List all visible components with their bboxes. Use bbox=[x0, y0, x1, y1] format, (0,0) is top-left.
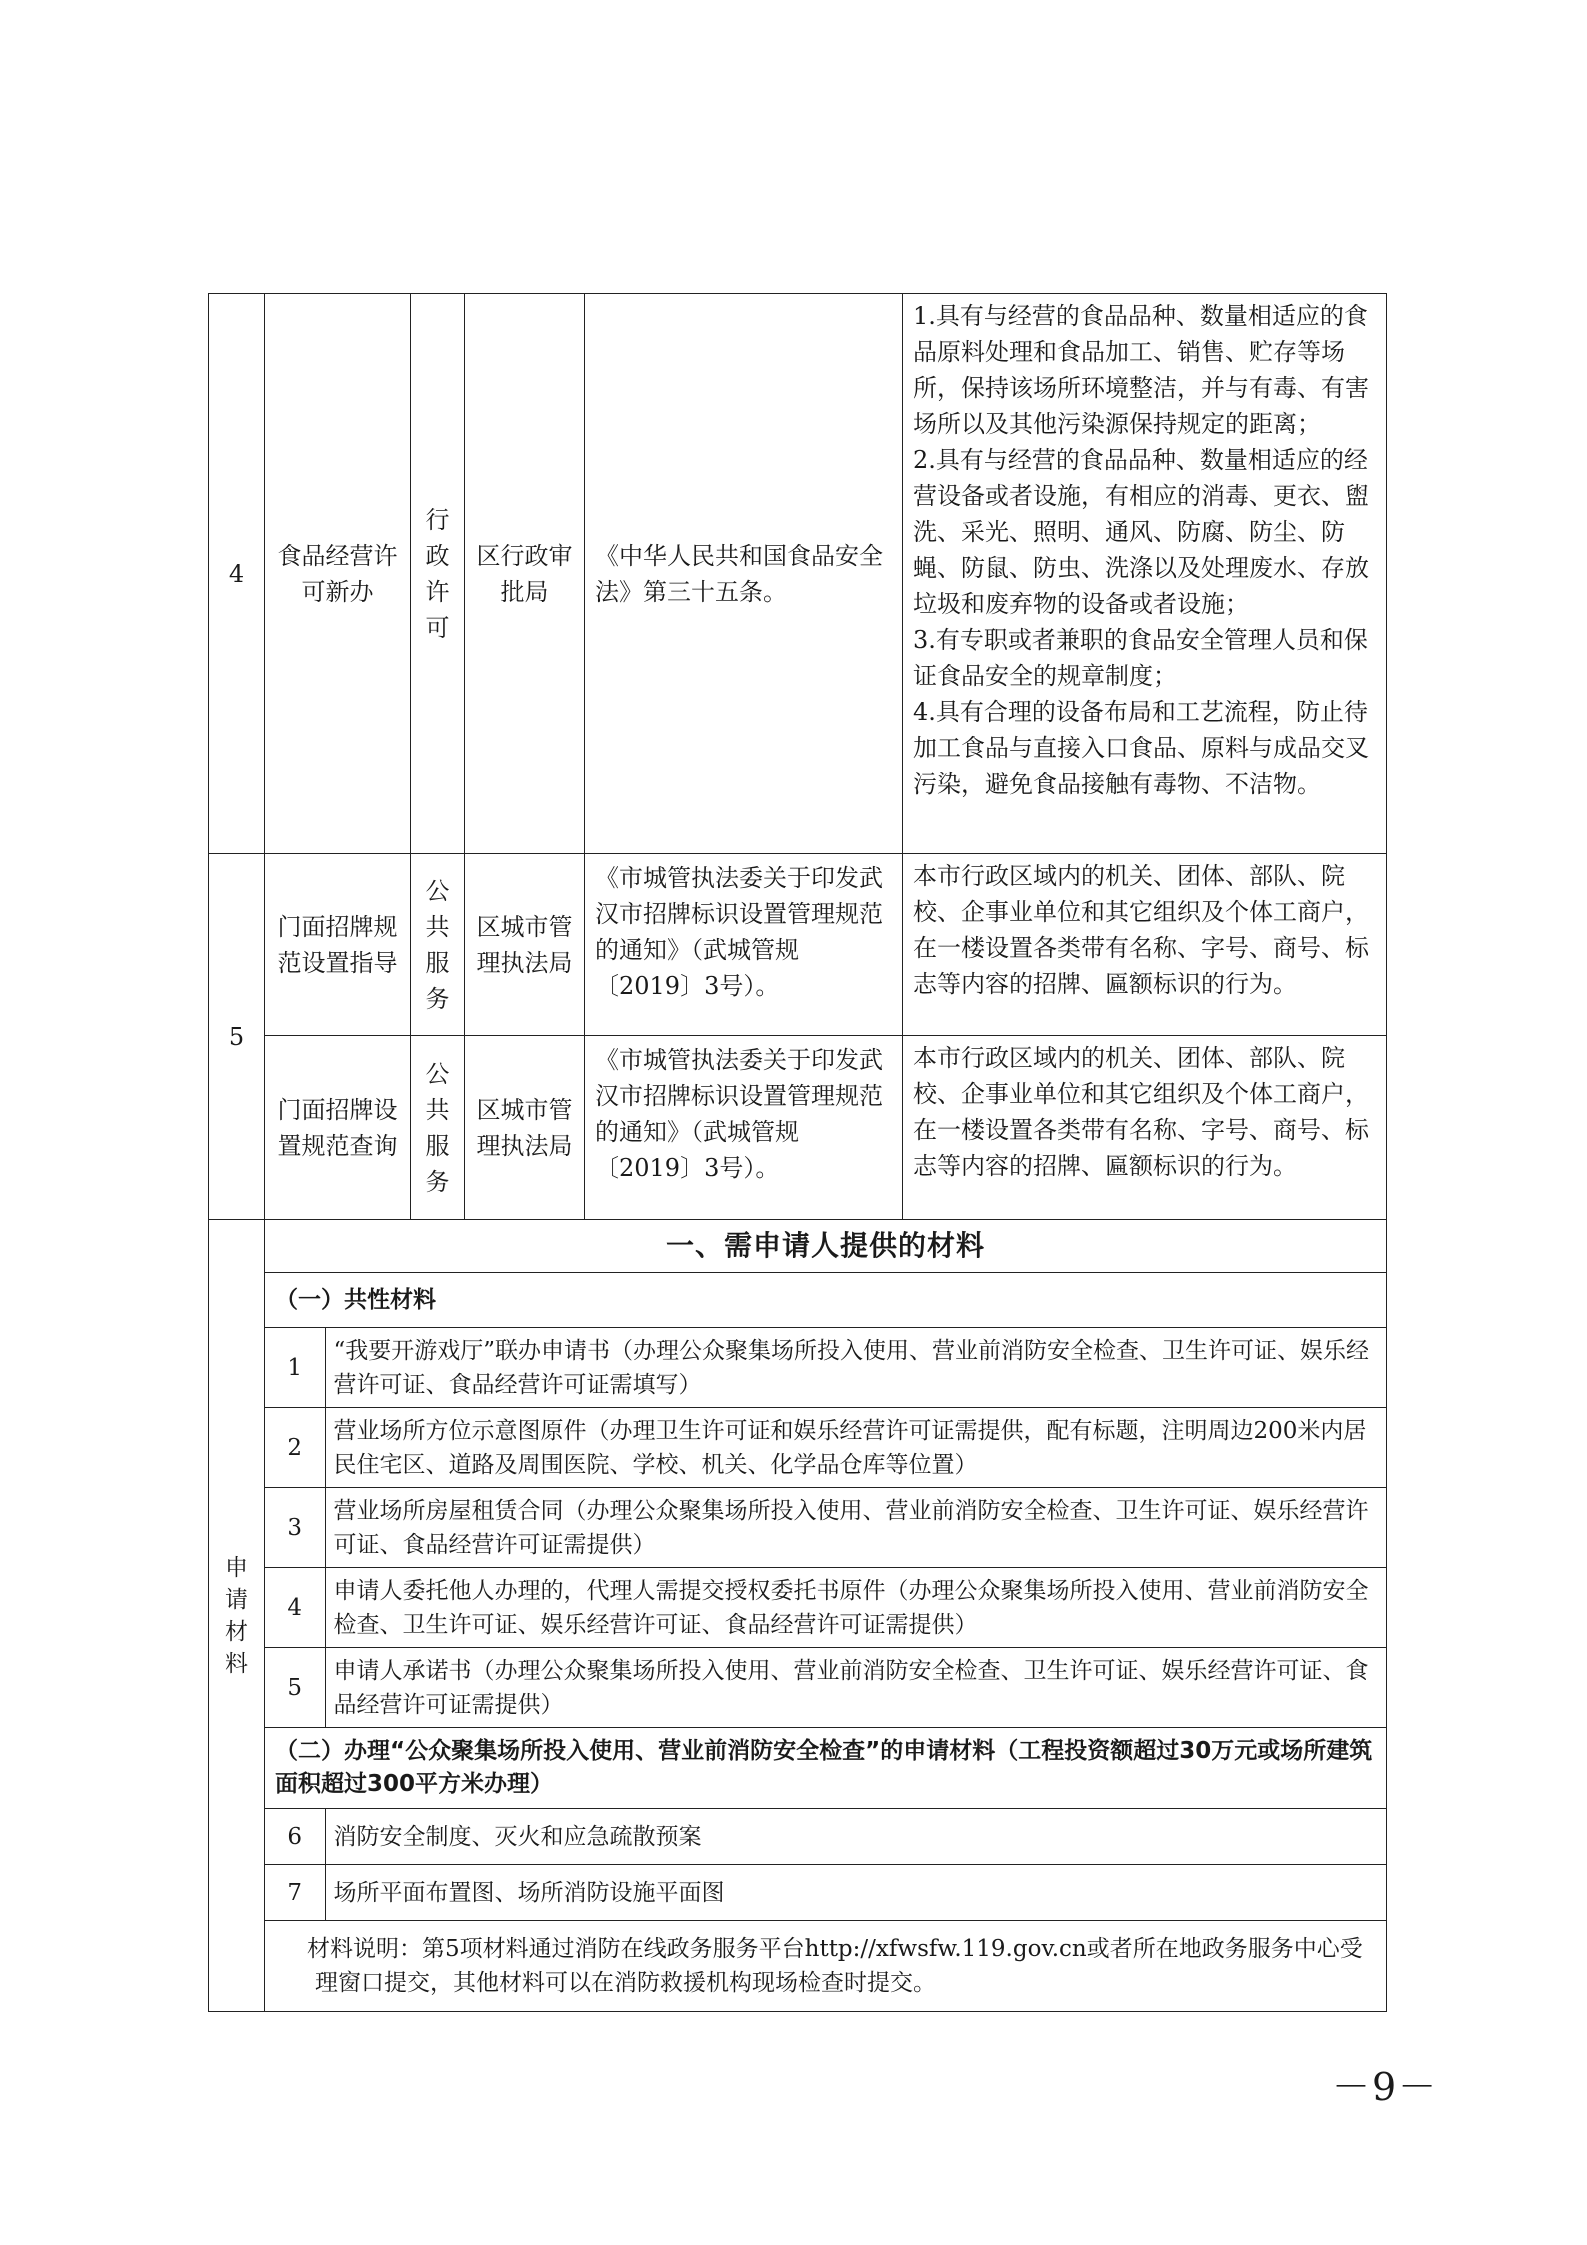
list-item bbox=[265, 1648, 1386, 1728]
item-name: 门面招牌设置规范查询 bbox=[265, 1036, 411, 1220]
list-item bbox=[265, 1328, 1386, 1408]
sidebar-char: 料 bbox=[225, 1650, 248, 1677]
material-text: 营业场所房屋租赁合同（办理公众聚集场所投入使用、营业前消防安全检查、卫生许可证、娱乐经营许可证、食品经营许可证需提供） bbox=[325, 1488, 1386, 1568]
row-number: 5 bbox=[209, 854, 265, 1220]
item-name: 门面招牌规范设置指导 bbox=[265, 854, 411, 1036]
item-type: 公共服务 bbox=[411, 854, 465, 1036]
list-item bbox=[265, 1568, 1386, 1648]
page-number: －9－ bbox=[1332, 2065, 1439, 2109]
materials-note-text: 材料说明：第5项材料通过消防在线政务服务平台http://xfwsfw.119.gov.cn或者所在地政务服务中心受理窗口提交，其他材料可以在消防救援机构现场检查时提交。 bbox=[307, 1936, 1363, 1996]
item-conditions: 本市行政区域内的机关、团体、部队、院校、企事业单位和其它组织及个体工商户，在一楼设置各类带有名称、字号、商号、标志等内容的招牌、匾额标识的行为。 bbox=[903, 1036, 1387, 1220]
group-heading: （二）办理“公众聚集场所投入使用、营业前消防安全检查”的申请材料（工程投资额超过30万元或场所建筑面积超过300平方米办理） bbox=[265, 1728, 1386, 1809]
item-type: 公共服务 bbox=[411, 1036, 465, 1220]
list-item bbox=[265, 1809, 1386, 1865]
material-number: 5 bbox=[265, 1648, 325, 1728]
material-number: 6 bbox=[265, 1809, 325, 1865]
table-row bbox=[209, 854, 1387, 1036]
materials-note bbox=[265, 1921, 1386, 2012]
item-department: 区城市管理执法局 bbox=[465, 1036, 585, 1220]
application-materials-table bbox=[208, 1219, 1387, 2012]
item-type: 行政许可 bbox=[411, 294, 465, 854]
material-number: 2 bbox=[265, 1408, 325, 1488]
material-number: 3 bbox=[265, 1488, 325, 1568]
material-text: 营业场所方位示意图原件（办理卫生许可证和娱乐经营许可证需提供，配有标题，注明周边200米内居民住宅区、道路及周围医院、学校、机关、化学品仓库等位置） bbox=[325, 1408, 1386, 1488]
sidebar-char: 材 bbox=[225, 1618, 248, 1645]
table-row bbox=[209, 294, 1387, 854]
material-text: 场所平面布置图、场所消防设施平面图 bbox=[325, 1865, 1386, 1921]
item-conditions: 本市行政区域内的机关、团体、部队、院校、企事业单位和其它组织及个体工商户，在一楼设置各类带有名称、字号、商号、标志等内容的招牌、匾额标识的行为。 bbox=[903, 854, 1387, 1036]
materials-inner-table bbox=[265, 1220, 1386, 2011]
legal-basis: 《中华人民共和国食品安全法》第三十五条。 bbox=[585, 294, 903, 854]
service-items-table bbox=[208, 293, 1387, 1220]
condition-line: 4.具有合理的设备布局和工艺流程，防止待加工食品与直接入口食品、原料与成品交叉污染，避免食品接触有毒物、不洁物。 bbox=[913, 698, 1369, 798]
list-item bbox=[265, 1865, 1386, 1921]
condition-line: 2.具有与经营的食品品种、数量相适应的经营设备或者设施，有相应的消毒、更衣、盥洗、采光、照明、通风、防腐、防尘、防蝇、防鼠、防虫、洗涤以及处理废水、存放垃圾和废弃物的设备或者设施； bbox=[913, 446, 1369, 618]
item-name: 食品经营许可新办 bbox=[265, 294, 411, 854]
item-department: 区城市管理执法局 bbox=[465, 854, 585, 1036]
legal-basis: 《市城管执法委关于印发武汉市招牌标识设置管理规范的通知》（武城管规〔2019〕3号）。 bbox=[585, 854, 903, 1036]
material-number: 1 bbox=[265, 1328, 325, 1408]
item-conditions bbox=[903, 294, 1387, 854]
sidebar-char: 请 bbox=[225, 1586, 248, 1613]
material-number: 7 bbox=[265, 1865, 325, 1921]
condition-line: 3.有专职或者兼职的食品安全管理人员和保证食品安全的规章制度； bbox=[913, 626, 1368, 690]
material-text: 消防安全制度、灭火和应急疏散预案 bbox=[325, 1809, 1386, 1865]
material-text: 申请人委托他人办理的，代理人需提交授权委托书原件（办理公众聚集场所投入使用、营业前消防安全检查、卫生许可证、娱乐经营许可证、食品经营许可证需提供） bbox=[325, 1568, 1386, 1648]
list-item bbox=[265, 1488, 1386, 1568]
list-item bbox=[265, 1408, 1386, 1488]
material-text: 申请人承诺书（办理公众聚集场所投入使用、营业前消防安全检查、卫生许可证、娱乐经营许可证、食品经营许可证需提供） bbox=[325, 1648, 1386, 1728]
section-title: 一、需申请人提供的材料 bbox=[265, 1220, 1386, 1273]
item-department: 区行政审批局 bbox=[465, 294, 585, 854]
materials-sidebar-label bbox=[209, 1220, 265, 2012]
group-heading: （一）共性材料 bbox=[265, 1273, 1386, 1328]
material-text: “我要开游戏厅”联办申请书（办理公众聚集场所投入使用、营业前消防安全检查、卫生许可证、娱乐经营许可证、食品经营许可证需填写） bbox=[325, 1328, 1386, 1408]
condition-line: 1.具有与经营的食品品种、数量相适应的食品原料处理和食品加工、销售、贮存等场所，保持该场所环境整洁，并与有毒、有害场所以及其他污染源保持规定的距离； bbox=[913, 302, 1369, 438]
row-number: 4 bbox=[209, 294, 265, 854]
sidebar-char: 申 bbox=[225, 1554, 248, 1581]
table-row bbox=[209, 1036, 1387, 1220]
material-number: 4 bbox=[265, 1568, 325, 1648]
materials-content bbox=[265, 1220, 1387, 2012]
legal-basis: 《市城管执法委关于印发武汉市招牌标识设置管理规范的通知》（武城管规〔2019〕3号）。 bbox=[585, 1036, 903, 1220]
